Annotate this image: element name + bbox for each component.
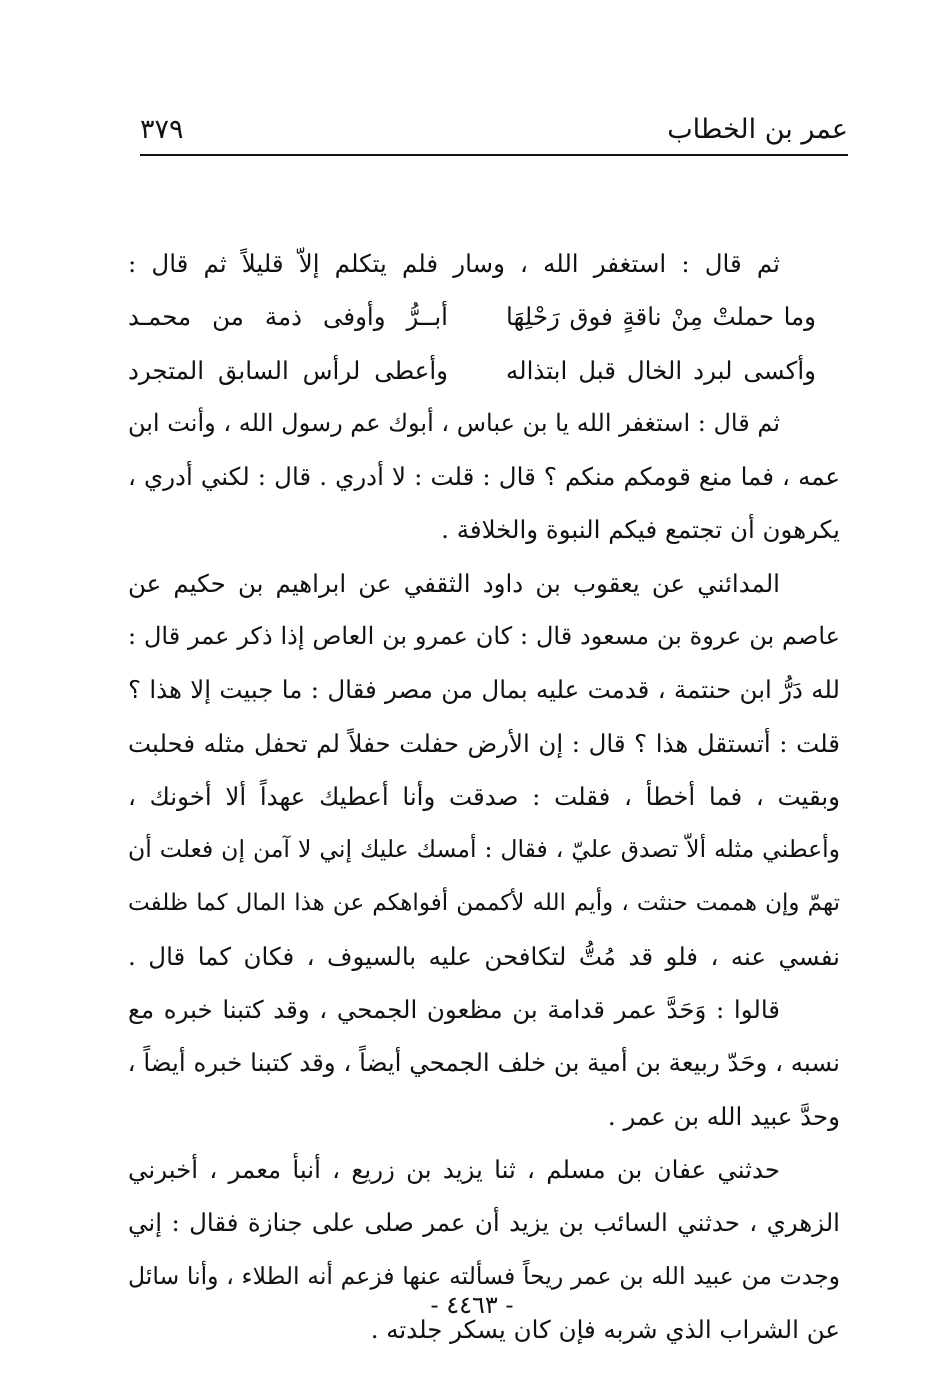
text-line: لله دَرُّ ابن حنتمة ، قدمت عليه بمال من مصر فقال : ما جبيت إلا هذا ؟: [128, 675, 840, 705]
text-line: الزهري ، حدثني السائب بن يزيد أن عمر صلى على جنازة فقال : إني: [128, 1208, 840, 1238]
text-line: حدثني عفان بن مسلم ، ثنا يزيد بن زريع ، أنبأ معمر ، أخبرني: [128, 1155, 780, 1185]
text-line: قالوا : وَحَدَّ عمر قدامة بن مظعون الجمحي ، وقد كتبنا خبره مع: [128, 995, 780, 1025]
running-title: عمر بن الخطاب: [667, 114, 848, 145]
text-line: وجدت من عبيد الله بن عمر ريحاً فسألته عنها فزعم أنه الطلاء ، وأنا سائل: [128, 1261, 840, 1290]
text-line: ثم قال : استغفر الله ، وسار فلم يتكلم إلاّ قليلاً ثم قال :: [128, 249, 780, 278]
verse-line: [128, 344, 840, 397]
verse-line: [128, 290, 840, 343]
body-text: [128, 237, 840, 1356]
text-line: وحدَّ عبيد الله بن عمر .: [607, 1101, 840, 1131]
header-rule: [140, 154, 848, 156]
page-number: ٣٧٩: [140, 114, 184, 145]
text-line: وأعطني مثله ألاّ تصدق عليّ ، فقال : أمسك عليك إني لا آمن إن فعلت أن: [128, 835, 840, 864]
text-line: نفسي عنه ، فلو قد مُتُّ لتكافحن عليه بالسيوف ، فكان كما قال .: [128, 941, 840, 971]
text-line: نسبه ، وحَدّ ربيعة بن أمية بن خلف الجمحي أيضاً ، وقد كتبنا خبره أيضاً ،: [128, 1048, 840, 1078]
footer-page-number: - ٤٤٦٣ -: [430, 1291, 514, 1319]
text-line: عمه ، فما منع قومكم منكم ؟ قال : قلت : لا أدري . قال : لكني أدري ،: [128, 462, 840, 492]
text-line: قلت : أتستقل هذا ؟ قال : إن الأرض حفلت حفلاً لم تحفل مثله فحلبت: [128, 728, 840, 758]
text-line: ثم قال : استغفر الله يا بن عباس ، أبوك عم رسول الله ، وأنت ابن: [128, 408, 780, 437]
verse-hemistich-first: وأكسى لبرد الخال قبل ابتذاله: [506, 355, 816, 385]
text-line: عاصم بن عروة بن مسعود قال : كان عمرو بن العاص إذا ذكر عمر قال :: [128, 622, 840, 651]
text-line: عن الشراب الذي شربه فإن كان يسكر جلدته .: [370, 1314, 840, 1344]
text-line: تهمّ وإن هممت حنثت ، وأيم الله لأكممن أفواهكم عن هذا المال كما ظلفت: [128, 889, 840, 916]
text-line: المدائني عن يعقوب بن داود الثقفي عن ابراهيم بن حكيم عن: [128, 568, 780, 598]
verse-hemistich-first: وما حملتْ مِنْ ناقةٍ فوق رَحْلِهَا: [506, 302, 816, 332]
text-line: يكرهون أن تجتمع فيكم النبوة والخلافة .: [441, 515, 840, 545]
text-line: وبقيت ، فما أخطأ ، فقلت : صدقت وأنا أعطيك عهداً ألا أخونك ،: [128, 781, 840, 811]
verse-hemistich-second: وأعطى لرأس السابق المتجرد: [128, 355, 448, 385]
verse-hemistich-second: أبــرُّ وأوفى ذمة من محمـد: [128, 302, 448, 332]
